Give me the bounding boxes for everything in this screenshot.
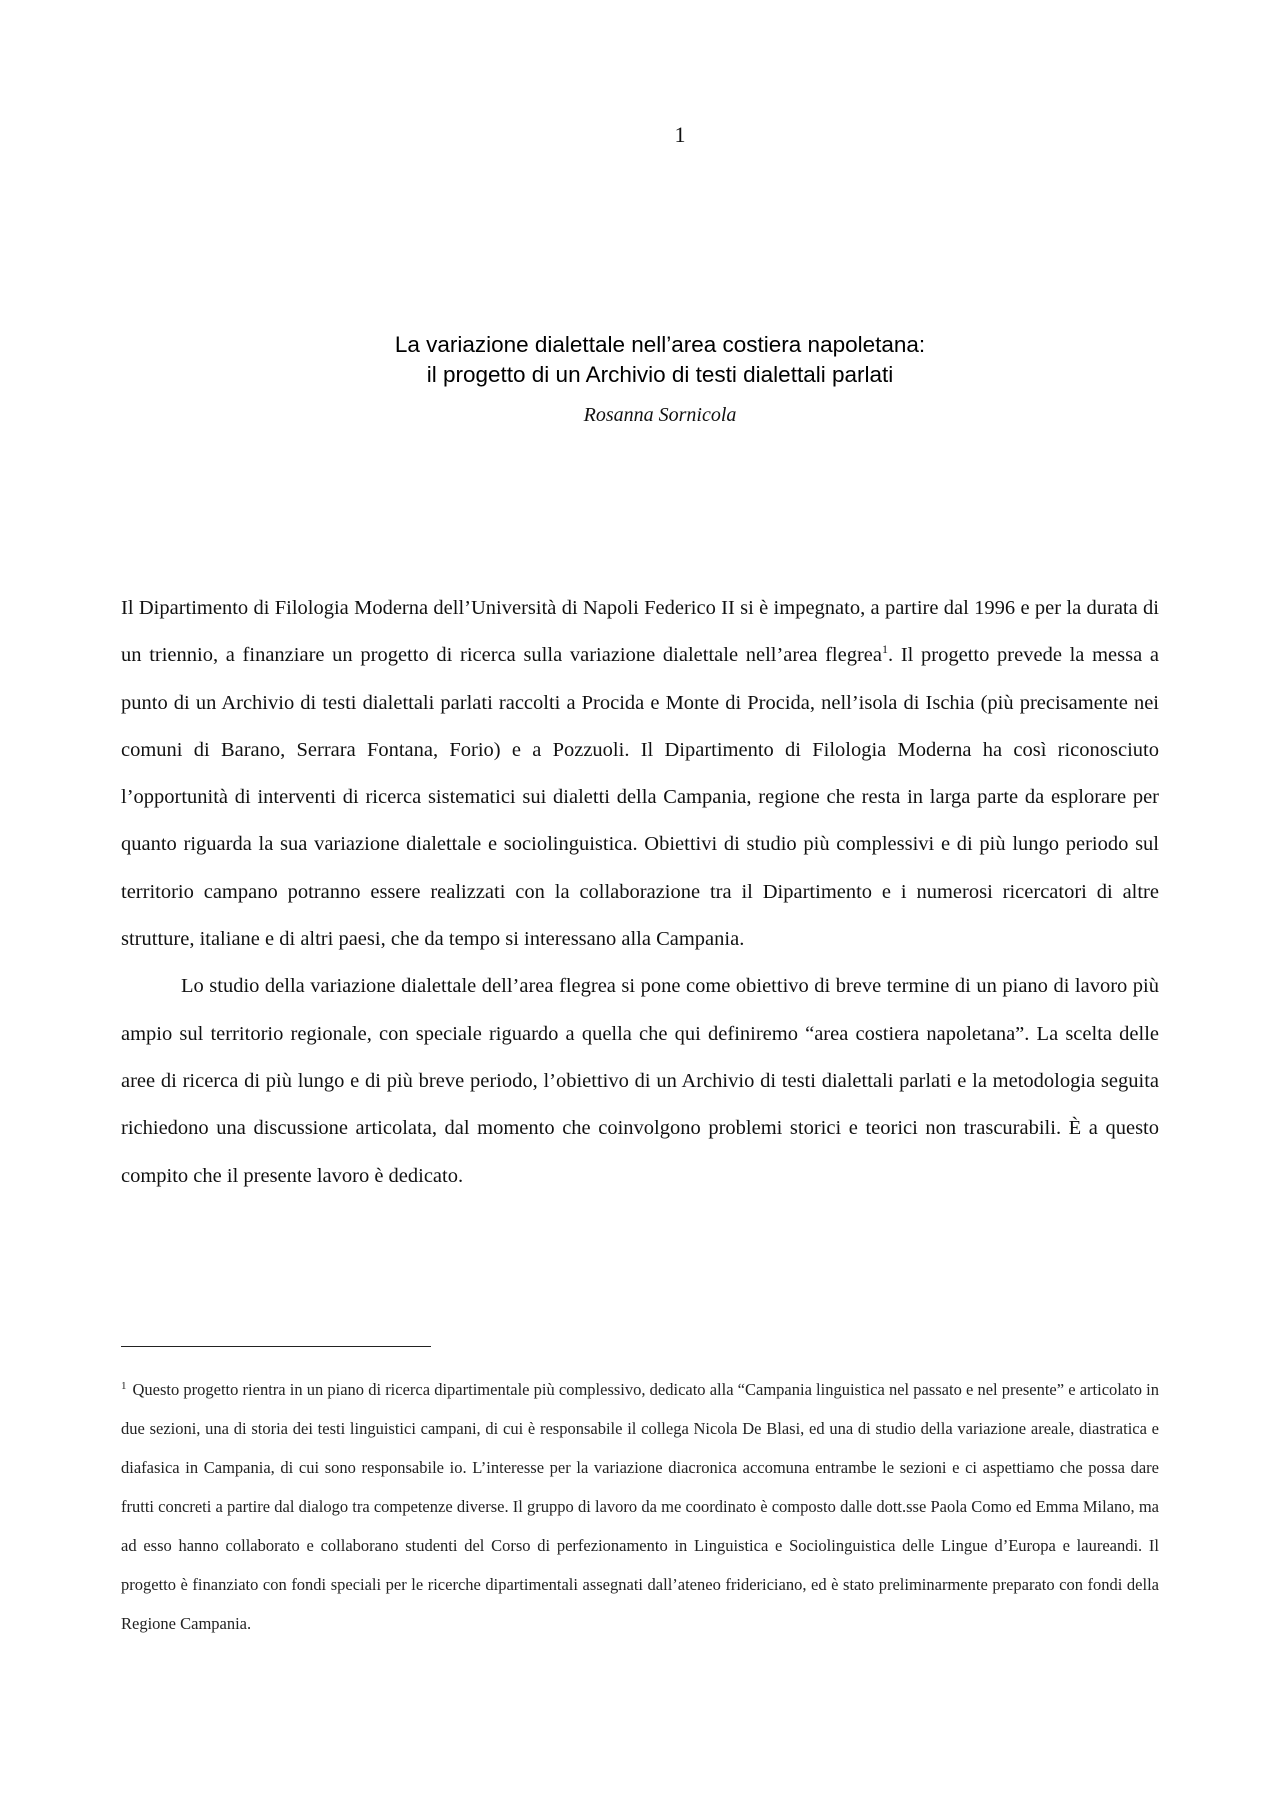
author-name: Rosanna Sornicola <box>583 404 737 426</box>
page-number: 1 <box>674 122 686 147</box>
paragraph-1 <box>121 585 1159 963</box>
title-block <box>0 330 1280 428</box>
body-text <box>121 585 1159 1200</box>
footnote-separator <box>121 1346 431 1347</box>
footnote <box>121 1370 1159 1643</box>
footnote-text: Questo progetto rientra in un piano di ricerca dipartimentale più complessivo, dedicato alla “Campania linguistica nel passato e nel presente” e articolato in due sezioni, una di storia dei testi linguistici campani, di cui è responsabile il collega Nicola De Blasi, ed una di studio della variazione areale, diastratica e diafasica in Campania, di cui sono responsabile io. L’interesse per la variazione diacronica accomuna entrambe le sezioni e ci aspettiamo che possa dare frutti concreti a partire dal dialogo tra competenze diverse. Il gruppo di lavoro da me coordinato è composto dalle dott.sse Paola Como ed Emma Milano, ma ad esso hanno collaborato e collaborano studenti del Corso di perfezionamento in Linguistica e Sociolinguistica delle Lingue d’Europa e laureandi. Il progetto è finanziato con fondi speciali per le ricerche dipartimentali assegnati dall’ateneo fridericiano, ed è stato preliminarmente preparato con fondi della Regione Campania. <box>121 1380 1159 1633</box>
footnote-marker: 1 <box>121 1379 127 1392</box>
paragraph-2: Lo studio della variazione dialettale dell’area flegrea si pone come obiettivo di breve termine di un piano di lavoro più ampio sul territorio regionale, con speciale riguardo a quella che qui definiremo “area costiera napoletana”. La scelta delle aree di ricerca di più lungo e di più breve periodo, l’obiettivo di un Archivio di testi dialettali parlati e la metodologia seguita richiedono una discussione articolata, dal momento che coinvolgono problemi storici e teorici non trascurabili. È a questo compito che il presente lavoro è dedicato. <box>121 975 1159 1187</box>
title-line-1: La variazione dialettale nell’area costiera napoletana: <box>394 332 926 357</box>
paragraph-1-text-before-note: Il Dipartimento di Filologia Moderna dell’Università di Napoli Federico II si è impegnato, a partire dal 1996 e per la durata di un triennio, a finanziare un progetto di ricerca sulla variazione dialettale nell’area flegrea <box>121 597 1159 667</box>
title-line-2: il progetto di un Archivio di testi dialettali parlati <box>426 362 894 387</box>
paragraph-1-text-after-note: . Il progetto prevede la messa a punto di un Archivio di testi dialettali parlati raccolti a Procida e Monte di Procida, nell’isola di Ischia (più precisamente nei comuni di Barano, Serrara Fontana, Forio) e a Pozzuoli. Il Dipartimento di Filologia Moderna ha così riconosciuto l’opportunità di interventi di ricerca sistematici sui dialetti della Campania, regione che resta in larga parte da esplorare per quanto riguarda la sua variazione dialettale e sociolinguistica. Obiettivi di studio più complessivi e di più lungo periodo sul territorio campano potranno essere realizzati con la collaborazione tra il Dipartimento e i numerosi ricercatori di altre strutture, italiane e di altri paesi, che da tempo si interessano alla Campania. <box>121 644 1159 951</box>
footnote-reference[interactable]: 1 <box>882 642 889 657</box>
